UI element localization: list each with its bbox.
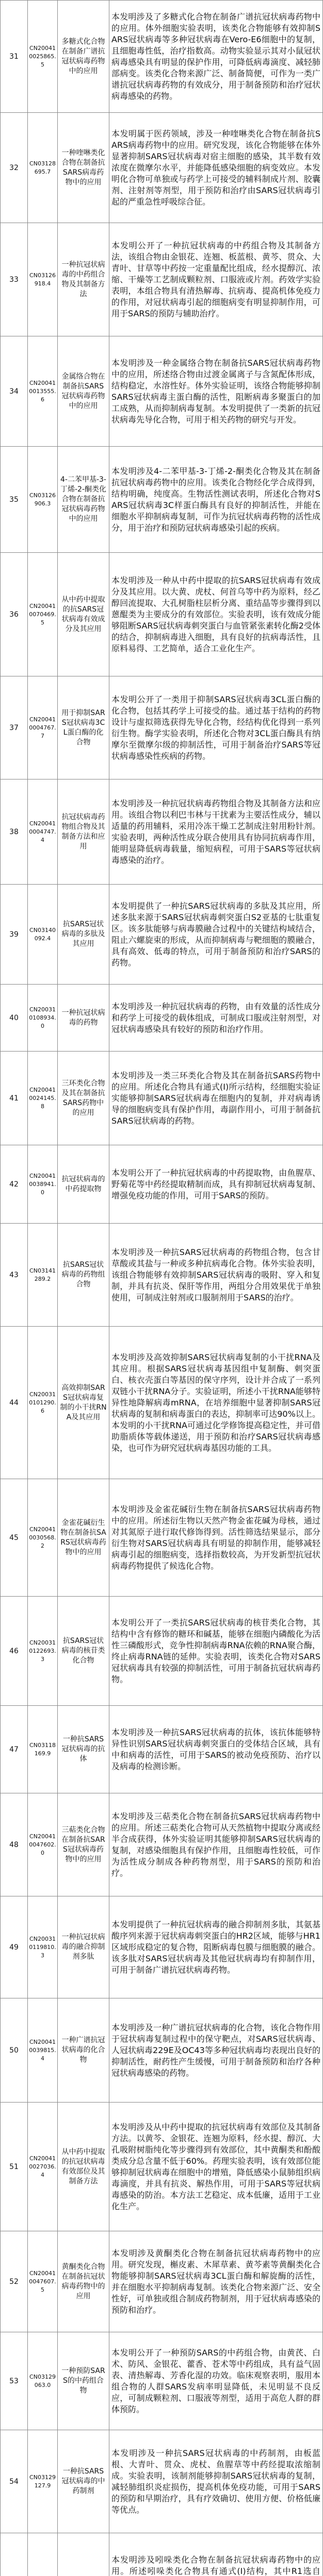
patent-title: 黄酮类化合物在制备抗冠状病毒药物中的应用 <box>58 2231 109 2332</box>
patent-number: CN200410038941.0 <box>28 1145 58 1223</box>
patent-title: 金属络合物在制备抗SARS冠状病毒药物中的应用 <box>58 336 109 446</box>
patent-abstract: 本发明提供了一种抗SARS冠状病毒的多肽及其应用，所述多肽来源于SARS冠状病毒刺突蛋白S2亚基的七肽重复区。该多肽能够与病毒膜融合过程中的关键结构域结合，阻止六螺旋束的形成，从而抑制病毒与靶细胞的膜融合，具有高效、低毒的特点，可用于制备预防和治疗SARS的药物。 <box>109 885 323 984</box>
row-number <box>1 2533 28 2576</box>
row-number: 52 <box>1 2231 28 2332</box>
table-row <box>1 1479 323 1597</box>
table-row <box>1 336 323 447</box>
table-row <box>1 1145 323 1224</box>
patent-title: 抗SARS冠状病毒的核苷类化合物 <box>58 1597 109 1705</box>
row-number: 43 <box>1 1224 28 1326</box>
patent-title: 一种抗冠状病毒的融合抑制剂多肽 <box>58 1896 109 1998</box>
patent-number: CN03118169.9 <box>28 1706 58 1793</box>
patent-abstract: 本发明涉及黄酮类化合物在制备抗冠状病毒药物中的应用。研究发现，槲皮素、木犀草素、黄芩素等黄酮类化合物能够抑制SARS冠状病毒3CL蛋白酶和解旋酶的活性，并在细胞水平抑制病毒复制。该类化合物来源广泛、安全性好，可单独或组合制成药物制剂，用于冠状病毒感染的预防和治疗。 <box>109 2231 323 2332</box>
patent-number: CN200410047602.0 <box>28 1793 58 1896</box>
row-number: 42 <box>1 1145 28 1223</box>
table-row <box>1 2430 323 2533</box>
patent-title: 4-二苯甲基-3-丁烯-2-酮类化合物在制备抗冠状病毒药物中的应用 <box>58 447 109 552</box>
table-row <box>1 2103 323 2231</box>
patent-number: CN200410030568.2 <box>28 1479 58 1596</box>
patent-number: CN200410039815.4 <box>28 1998 58 2102</box>
table-row <box>1 223 323 336</box>
patent-title: 金雀花碱衍生物在制备抗SARS冠状病毒药物中的应用 <box>58 1479 109 1596</box>
table-row <box>1 676 323 779</box>
patent-title: 一种抗SARS冠状病毒的中药制剂 <box>58 2430 109 2533</box>
row-number: 31 <box>1 1 28 112</box>
patent-number: CN200310119810.3 <box>28 1896 58 1998</box>
patent-abstract: 本发明公开了一种预防SARS的中药组合物，由黄芪、白术、防风、金银花、藿香、苍术等中药组成，具有益气固表、清热解毒、芳香化湿的功效。临床观察表明，服用本组合物的人群SARS发病率明显降低，未见明显不良反应，可制成颗粒剂、口服液等剂型，适用于高危人群的群体预防。 <box>109 2332 323 2430</box>
table-row <box>1 885 323 985</box>
patent-abstract: 本发明涉及从中药中提取的抗冠状病毒有效部位及其制备方法。以黄芩、金银花、连翘为原料，经水提、醇沉、大孔吸附树脂纯化等步骤得到有效部位，其中黄酮类和酚酸类成分总含量不低于60%。药理实验表明，该有效部位能够抑制冠状病毒在细胞中的增殖，降低感染小鼠肺组织病毒滴度，并具有抗炎、解热作用，可用于SARS等冠状病毒感染的防治。本方法工艺稳定、成本低廉，适用于工业化生产。 <box>109 2103 323 2231</box>
patent-title: 一种喹啉类化合物在制备抗SARS病毒药物中的应用 <box>58 113 109 223</box>
row-number: 33 <box>1 223 28 336</box>
patent-title: 从中药中提取的抗SARS冠状病毒有效成分及其应用 <box>58 553 109 676</box>
table-row <box>1 1896 323 1998</box>
patent-number: CN200410025865.5 <box>28 1 58 112</box>
patent-abstract: 本发明涉及三萜类化合物在制备抗SARS冠状病毒药物中的应用。所述三萜类化合物可从天然植物中提取分离或经半合成获得，体外实验证明其能够抑制SARS冠状病毒的复制，对感染细胞具有保护作用，且细胞毒性较低，可作为活性成分制成各种药物剂型，用于SARS的预防和治疗。 <box>109 1793 323 1896</box>
patent-abstract: 本发明公开了一类用于抑制SARS冠状病毒3CL蛋白酶的化合物，包括其药学上可接受的盐。通过基于结构的药物设计与虚拟筛选获得先导化合物，经结构优化得到一系列衍生物。酶学实验表明，所述化合物对3CL蛋白酶具有纳摩尔至微摩尔级的抑制活性，可用于制备治疗SARS等冠状病毒感染性疾病的药物。 <box>109 676 323 779</box>
table-row <box>1 1597 323 1706</box>
row-number: 40 <box>1 985 28 1051</box>
patent-number: CN03141289.2 <box>28 1224 58 1326</box>
row-number: 54 <box>1 2430 28 2533</box>
row-number: 34 <box>1 336 28 446</box>
patent-abstract: 本发明公开了一类抗SARS冠状病毒的核苷类化合物，其结构中含有修饰的糖环和碱基，能够在细胞内磷酸化为活性三磷酸形式，竞争性抑制病毒RNA依赖的RNA聚合酶，终止病毒RNA链的延伸。实验表明，该类化合物对SARS冠状病毒具有较强的抑制活性，可用于制备抗冠状病毒药物。 <box>109 1597 323 1705</box>
row-number: 48 <box>1 1793 28 1896</box>
table-row <box>1 113 323 223</box>
patent-title: 三环类化合物及其在制备抗SARS药物中的应用 <box>58 1052 109 1145</box>
patent-title: 抗冠状病毒药物组合物及其制备方法和应用 <box>58 779 109 884</box>
patent-number: CN200410024145.8 <box>28 1052 58 1145</box>
table-row <box>1 1052 323 1145</box>
table-row <box>1 553 323 676</box>
patent-abstract: 本发明涉及一种金属络合物在制备抗SARS冠状病毒药物中的应用，所述络合物由过渡金属离子与含氮配体形成，结构稳定，水溶性好。体外实验证明，该络合物能够抑制SARS冠状病毒主蛋白酶的活性，阻断病毒多聚蛋白的加工成熟，从而抑制病毒复制。本发明提供了一类新的抗冠状病毒先导化合物，可用于相关药物的研究与开发。 <box>109 336 323 446</box>
patent-title: 抗冠状病毒的中药提取物 <box>58 1145 109 1223</box>
patent-number: CN200410004747.4 <box>28 779 58 884</box>
patent-abstract: 本发明涉及4-二苯甲基-3-丁烯-2-酮类化合物及其在制备抗冠状病毒药物中的应用。该类化合物经化学合成得到，结构明确，纯度高。生物活性测试表明，所述化合物对SARS冠状病毒3C样蛋白酶具有良好的抑制活性，并能在细胞水平抑制病毒复制，可作为抗冠状病毒药物的活性成分，用于治疗和预防冠状病毒感染引起的疾病。 <box>109 447 323 552</box>
row-number: 50 <box>1 1998 28 2102</box>
patent-number: CN200410027036.4 <box>28 2103 58 2231</box>
row-number: 32 <box>1 113 28 223</box>
patent-number: CN200310122693.3 <box>28 1597 58 1705</box>
table-row <box>1 1793 323 1896</box>
patent-title: 用于抑制SARS冠状病毒3CL蛋白酶的化合物 <box>58 676 109 779</box>
patent-title: 一种预防SARS的中药组合物 <box>58 2332 109 2430</box>
patent-number: CN200310108934.0 <box>28 985 58 1051</box>
patent-title: 抗SARS冠状病毒的多肽及其应用 <box>58 885 109 984</box>
patent-title: 抗SARS冠状病毒的药物组合物 <box>58 1224 109 1326</box>
patent-title: 一种抗冠状病毒的药物 <box>58 985 109 1051</box>
table-row <box>1 779 323 885</box>
row-number: 44 <box>1 1327 28 1479</box>
patent-title: 多糖式化合物在制备广谱抗冠状病毒药物中的应用 <box>58 1 109 112</box>
patent-number <box>28 2533 58 2576</box>
row-number: 41 <box>1 1052 28 1145</box>
row-number: 49 <box>1 1896 28 1998</box>
table-row <box>1 985 323 1052</box>
patent-number: CN200410013555.6 <box>28 336 58 446</box>
row-number: 38 <box>1 779 28 884</box>
patent-abstract: 本发明涉及一种抗SARS冠状病毒的抗体，该抗体能够特异性识别SARS冠状病毒刺突蛋白的受体结合区域，具有中和病毒的活性，可用于SARS的被动免疫预防、治疗以及病毒的检测诊断。 <box>109 1706 323 1793</box>
patent-number: CN03126906.3 <box>28 447 58 552</box>
patent-number: CN03128695.7 <box>28 113 58 223</box>
table-row <box>1 1998 323 2103</box>
patent-abstract: 本发明涉及金雀花碱衍生物在制备抗SARS冠状病毒药物中的应用。所述衍生物以天然产物金雀花碱为母核，通过对其氮原子进行取代修饰得到。活性筛选结果显示，部分衍生物对SARS冠状病毒具有明显的抑制作用，能够减轻病毒引起的细胞病变，选择指数较高，为开发新型抗冠状病毒药物提供了候选化合物。 <box>109 1479 323 1596</box>
row-number: 51 <box>1 2103 28 2231</box>
patent-abstract: 本发明涉及一种广谱抗冠状病毒的化合物，该化合物作用于冠状病毒复制过程中的保守靶点，对SARS冠状病毒、人冠状病毒229E及OC43等多种冠状病毒均表现出良好的抑制活性，耐药性产生缓慢，可用于制备预防和治疗各种冠状病毒感染的药物。 <box>109 1998 323 2102</box>
row-number: 35 <box>1 447 28 552</box>
patent-abstract: 本发明公开了一种抗冠状病毒的中药提取物，由鱼腥草、野菊花等中药经提取精制而成，具有抑制冠状病毒复制、增强免疫功能的作用，可用于SARS的预防。 <box>109 1145 323 1223</box>
table-row <box>1 1224 323 1327</box>
patent-abstract: 本发明涉及一种抗SARS冠状病毒的中药制剂，由板蓝根、大青叶、贯众、虎杖、鱼腥草等中药经提取浓缩制成。实验表明，该制剂能够抑制SARS冠状病毒的复制，减轻肺组织炎症损伤，提高机体免疫功能，可用于SARS的预防和早期治疗，具有疗效确切、使用方便、价格低廉等优点。 <box>109 2430 323 2533</box>
patent-title: 三萜类化合物在制备抗SARS冠状病毒药物中的应用 <box>58 1793 109 1896</box>
patent-abstract: 本发明涉及了多糖式化合物在制备广谱抗冠状病毒药物中的应用。体外细胞实验表明，该类化合物能够有效抑制SARS冠状病毒等多种冠状病毒在Vero-E6细胞中的复制，且细胞毒性低，治疗指数高。动物实验显示其对小鼠冠状病毒感染具有明显的保护作用，可降低病毒滴度、减轻肺部病变。该类化合物来源广泛、制备简便，可作为一类广谱抗冠状病毒药物的有效成分，用于制备预防和治疗冠状病毒感染的药物。 <box>109 1 323 112</box>
patent-title: 高效抑制SARS冠状病毒复制的小干扰RNA及其应用 <box>58 1327 109 1479</box>
patent-number: CN03129063.0 <box>28 2332 58 2430</box>
table-row <box>1 447 323 553</box>
patent-number: CN200310101290.6 <box>28 1327 58 1479</box>
patent-number: CN200410070469.5 <box>28 553 58 676</box>
patent-abstract: 本发明涉及吲哚类化合物在制备抗冠状病毒药物中的应用。所述吲哚类化合物具有通式(I)结构，其中R1选自 <box>109 2533 323 2576</box>
table-row <box>1 1 323 113</box>
row-number: 39 <box>1 885 28 984</box>
table-row <box>1 1706 323 1793</box>
row-number: 36 <box>1 553 28 676</box>
table-row <box>1 2533 323 2576</box>
patent-abstract: 本发明涉及一种从中药中提取的抗SARS冠状病毒有效成分及其应用。以大黄、虎杖、何首乌等中药为原料，经乙醇回流提取、大孔树脂柱层析分离、重结晶等步骤得到以蒽醌类为主要成分的有效部位。实验表明，该有效成分能够阻断SARS冠状病毒刺突蛋白与血管紧张素转化酶2受体的结合，抑制病毒进入细胞，具有良好的抗病毒活性，且原料易得、工艺简单，适合工业化生产。 <box>109 553 323 676</box>
patent-abstract: 本发明涉及一种抗冠状病毒的药物，由有效量的活性成分和药学上可接受的载体组成，可制成口服或注射剂型，对冠状病毒感染具有较好的预防和治疗作用。 <box>109 985 323 1051</box>
patent-number: CN03140092.4 <box>28 885 58 984</box>
patent-title <box>58 2533 109 2576</box>
patent-title: 从中药中提取的抗冠状病毒有效部位及其制备方法 <box>58 2103 109 2231</box>
patent-abstract: 本发明涉及一种抗冠状病毒药物组合物及其制备方法和应用。该组合物以利巴韦林与干扰素为主要活性成分，辅以适量的药用辅料，采用冷冻干燥工艺制成注射用粉针剂。实验表明，两种活性成分联合使用具有协同抗病毒作用，能明显降低病毒载量，缩短病程，可用于SARS等冠状病毒感染的治疗。 <box>109 779 323 884</box>
patent-number: CN200410004767.7 <box>28 676 58 779</box>
patent-abstract: 本发明涉及一种抗SARS冠状病毒的药物组合物，包含甘草酸或其盐与一种或多种抗病毒化合物。体外实验表明，该组合物能够有效抑制SARS冠状病毒的吸附、穿入和复制，并具有抗炎、保肝等作用，两组分合用效果优于单独使用，可制成注射剂或口服制剂用于SARS的治疗。 <box>109 1224 323 1326</box>
patent-title: 一种抗SARS冠状病毒的抗体 <box>58 1706 109 1793</box>
patent-number: CN03129127.9 <box>28 2430 58 2533</box>
patent-abstract: 本发明属于医药领域，涉及一种喹啉类化合物在制备抗SARS病毒药物中的应用。研究发现，该化合物能够在体外显著抑制SARS冠状病毒对宿主细胞的感染，其半数有效浓度在微摩尔水平，并能降低感染细胞的病变效应。本发明化合物可单独或与药学上可接受的辅料制成片剂、胶囊剂、注射剂等剂型，用于预防和治疗由SARS冠状病毒引起的严重急性呼吸综合征。 <box>109 113 323 223</box>
table-row <box>1 2332 323 2430</box>
row-number: 47 <box>1 1706 28 1793</box>
patent-abstract: 本发明涉及一类三环类化合物及其在制备抗SARS药物中的应用。所述化合物具有通式(I)所示结构，经细胞实验证实能够抑制SARS冠状病毒在细胞内的复制，并对病毒诱导的细胞病变具有保护作用，毒副作用小，可用于制备抗SARS冠状病毒的药物。 <box>109 1052 323 1145</box>
patent-title: 一种广谱抗冠状病毒的化合物 <box>58 1998 109 2102</box>
row-number: 46 <box>1 1597 28 1705</box>
row-number: 37 <box>1 676 28 779</box>
patent-abstract: 本发明提供了一种抗冠状病毒的融合抑制剂多肽，其氨基酸序列来源于冠状病毒刺突蛋白的HR2区域，能够与HR1区域形成稳定的复合物，阻断病毒包膜与细胞膜的融合。该多肽对SARS冠状病毒及其他冠状病毒均有抑制作用，可用于制备广谱抗冠状病毒药物。 <box>109 1896 323 1998</box>
table-row <box>1 1327 323 1479</box>
patent-abstract: 本发明涉及高效抑制SARS冠状病毒复制的小干扰RNA及其应用。根据SARS冠状病毒基因组中复制酶、刺突蛋白、核衣壳蛋白等基因的保守序列，设计并合成了一系列双链小干扰RNA分子。实验证明，所述小干扰RNA能够特异性地降解病毒mRNA，在培养细胞中显著抑制SARS冠状病毒的复制和病毒蛋白的表达，抑制率可达90%以上。本发明的小干扰RNA可通过化学修饰提高稳定性，并可借助脂质体等载体递送，用于预防和治疗SARS冠状病毒感染，也可作为研究冠状病毒基因功能的工具。 <box>109 1327 323 1479</box>
row-number: 53 <box>1 2332 28 2430</box>
patent-number: CN200410047607.5 <box>28 2231 58 2332</box>
patent-number: CN03126918.4 <box>28 223 58 336</box>
patent-abstract: 本发明公开了一种抗冠状病毒的中药组合物及其制备方法，该组合物由金银花、连翘、板蓝根、黄芩、贯众、大青叶、甘草等中药按一定重量配比组成，经水提醇沉、浓缩、干燥等工艺制成颗粒剂、口服液或片剂。药效学实验表明，本组合物具有清热解毒、抗病毒、提高机体免疫力的作用，对冠状病毒引起的细胞病变有明显抑制作用，可用于SARS的预防与辅助治疗。 <box>109 223 323 336</box>
row-number: 45 <box>1 1479 28 1596</box>
patent-title: 一种抗冠状病毒的中药组合物及其制备方法 <box>58 223 109 336</box>
table-row <box>1 2231 323 2332</box>
